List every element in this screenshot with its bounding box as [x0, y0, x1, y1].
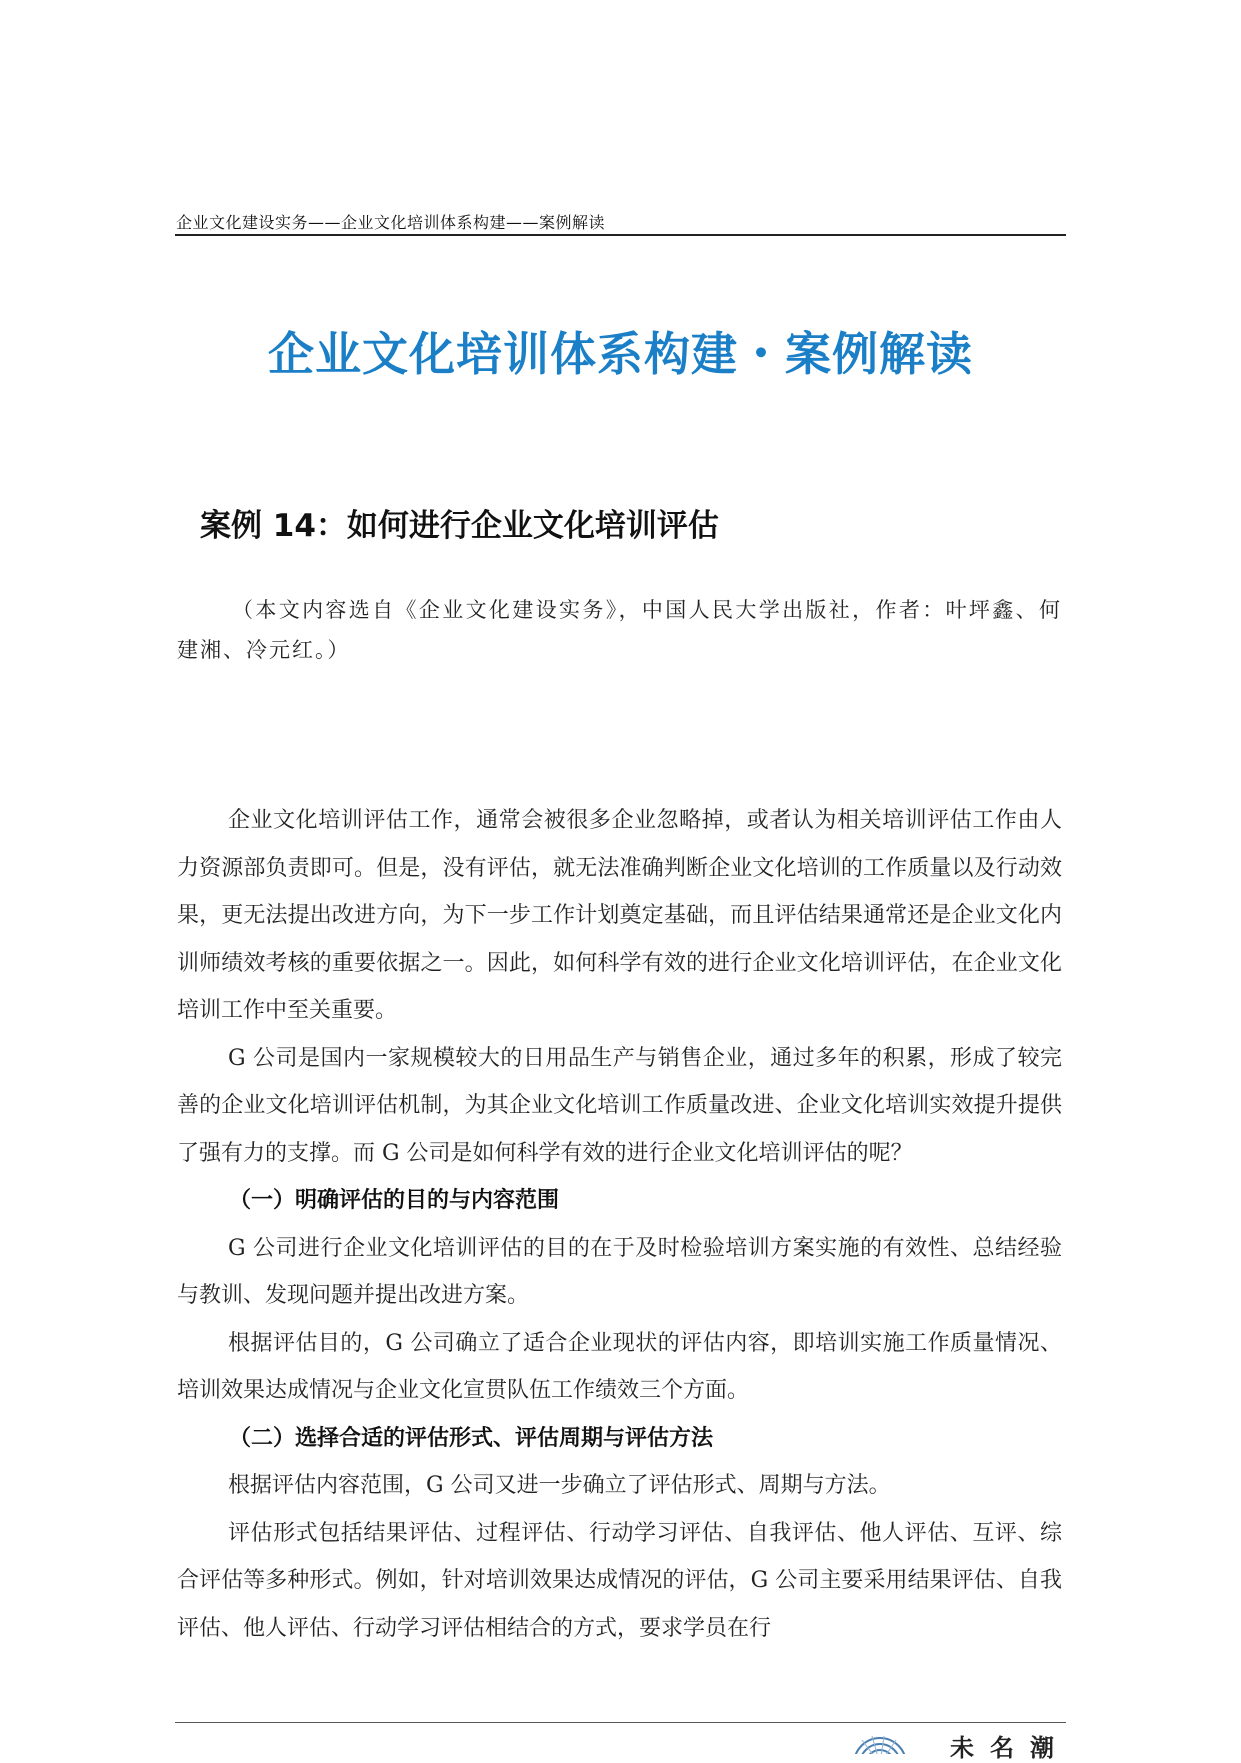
page-title: 企业文化培训体系构建・案例解读 [268, 327, 973, 381]
paragraph: 根据评估内容范围，G 公司又进一步确立了评估形式、周期与方法。 [228, 1473, 891, 1498]
paragraph: 根据评估目的，G 公司确立了适合企业现状的评估内容，即培训实施工作质量情况、培训效果达成情况与企业文化宣贯队伍工作绩效三个方面。 [177, 1330, 1062, 1403]
paragraph: G 公司进行企业文化培训评估的目的在于及时检验培训方案实施的有效性、总结经验与教训、发现问题并提出改进方案。 [177, 1235, 1062, 1308]
footer-brand: 未名潮 [950, 1734, 1070, 1762]
paragraph: 企业文化培训评估工作，通常会被很多企业忽略掉，或者认为相关培训评估工作由人力资源部负责即可。但是，没有评估，就无法准确判断企业文化培训的工作质量以及行动效果，更无法提出改进方向，为下一步工作计划奠定基础，而且评估结果通常还是企业文化内训师绩效考核的重要依据之一。因此，如何科学有效的进行企业文化培训评估，在企业文化培训工作中至关重要。 [177, 808, 1062, 1023]
section-heading: （二）选择合适的评估形式、评估周期与评估方法 [229, 1425, 714, 1451]
case-title: 案例 14：如何进行企业文化培训评估 [200, 508, 719, 544]
paragraph: G 公司是国内一家规模较大的日用品生产与销售企业，通过多年的积累，形成了较完善的企业文化培训评估机制，为其企业文化培训工作质量改进、企业文化培训实效提升提供了强有力的支撑。而 G 公司是如何科学有效的进行企业文化培训评估的呢？ [177, 1045, 1062, 1166]
body-text [177, 797, 1062, 1652]
paragraph: 评估形式包括结果评估、过程评估、行动学习评估、自我评估、他人评估、互评、综合评估等多种形式。例如，针对培训效果达成情况的评估，G 公司主要采用结果评估、自我评估、他人评估、行动学习评估相结合的方式，要求学员在行 [177, 1520, 1062, 1641]
header-rule [175, 234, 1066, 236]
section-heading: （一）明确评估的目的与内容范围 [229, 1188, 560, 1213]
source-note: （本文内容选自《企业文化建设实务》，中国人民大学出版社，作者：叶坪鑫、何建湘、冷元红。） [177, 598, 1062, 662]
running-header: 企业文化建设实务——企业文化培训体系构建——案例解读 [176, 213, 606, 232]
brand-logo-icon [850, 1726, 910, 1754]
footer-rule [175, 1722, 1066, 1723]
